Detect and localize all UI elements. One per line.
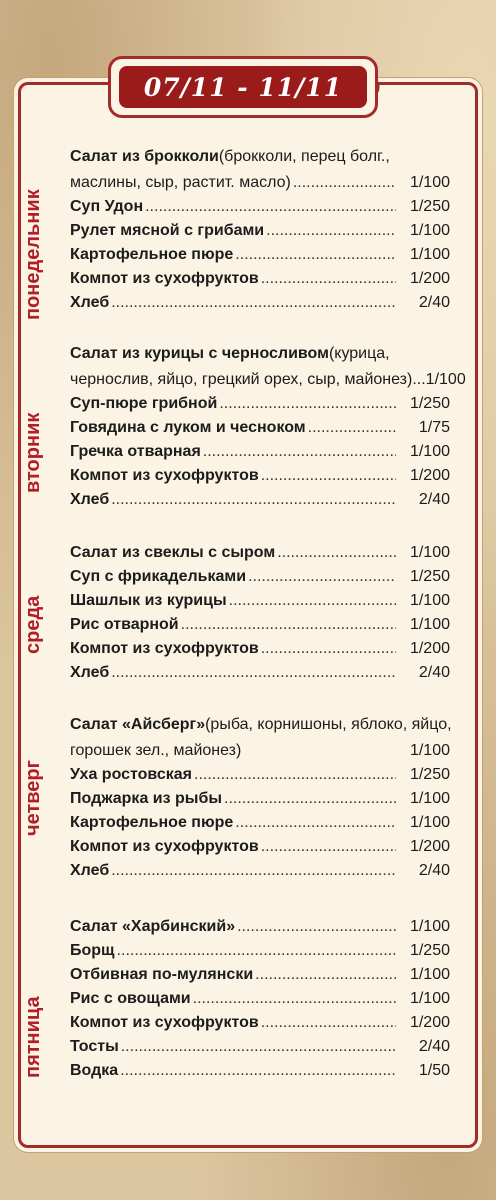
- day-section-tuesday: [22, 345, 466, 520]
- menu-item: Хлеб ..... 2/40: [70, 294, 450, 312]
- menu-item: Гречка отварная ..... 1/100: [70, 443, 450, 461]
- date-banner: [119, 66, 367, 108]
- day-label: четверг: [22, 760, 44, 836]
- menu-item: Рулет мясной с грибами ..... 1/100: [70, 222, 450, 240]
- menu-item: Салат «Харбинский» ..... 1/100: [70, 918, 450, 936]
- menu-item: Шашлык из курицы ..... 1/100: [70, 592, 450, 610]
- day-section-monday: [22, 148, 450, 323]
- menu-item: Хлеб ..... 2/40: [70, 491, 450, 509]
- menu-item: Компот из сухофруктов ..... 1/200: [70, 838, 450, 856]
- menu-item: Хлеб ..... 2/40: [70, 664, 450, 682]
- menu-item: Суп-пюре грибной ..... 1/250: [70, 395, 450, 413]
- menu-item: Картофельное пюре ..... 1/100: [70, 814, 450, 832]
- menu-item: Салат из курицы с черносливом (курица,: [70, 345, 390, 362]
- menu-item: Компот из сухофруктов ..... 1/200: [70, 467, 450, 485]
- menu-item: Отбивная по-мулянски ..... 1/100: [70, 966, 450, 984]
- day-label: вторник: [22, 412, 44, 493]
- day-label: среда: [22, 595, 44, 654]
- menu-item: Поджарка из рыбы ..... 1/100: [70, 790, 450, 808]
- date-header: [108, 56, 378, 118]
- menu-item: Компот из сухофруктов ..... 1/200: [70, 640, 450, 658]
- menu-item: Салат из брокколи (брокколи, перец болг.,: [70, 148, 390, 165]
- day-section-thursday: [22, 716, 452, 891]
- menu-item: Говядина с луком и чесноком ..... 1/75: [70, 419, 450, 437]
- menu-item: Компот из сухофруктов ..... 1/200: [70, 1014, 450, 1032]
- menu-item: Хлеб ..... 2/40: [70, 862, 450, 880]
- menu-item: Тосты ..... 2/40: [70, 1038, 450, 1056]
- menu-item: Картофельное пюре ..... 1/100: [70, 246, 450, 264]
- menu-item: Салат «Айсберг» (рыба, корнишоны, яблоко, яйцо,: [70, 716, 452, 733]
- day-section-wednesday: [22, 544, 450, 694]
- menu-item: Салат из свеклы с сыром ..... 1/100: [70, 544, 450, 562]
- menu-item: Водка ..... 1/50: [70, 1062, 450, 1080]
- menu-item-continuation: чернослив, яйцо, грецкий орех, сыр, майонез)... 1/100: [70, 371, 466, 388]
- day-label: пятница: [22, 996, 44, 1078]
- day-section-friday: [22, 918, 450, 1093]
- menu-item: Компот из сухофруктов ..... 1/200: [70, 270, 450, 288]
- menu-item: Суп с фрикадельками ..... 1/250: [70, 568, 450, 586]
- menu-item: Борщ ..... 1/250: [70, 942, 450, 960]
- menu-item: Уха ростовская ..... 1/250: [70, 766, 450, 784]
- day-label: понедельник: [22, 189, 44, 320]
- menu-item: Рис отварной ..... 1/100: [70, 616, 450, 634]
- menu-item: Суп Удон ..... 1/250: [70, 198, 450, 216]
- date-range: 07/11 - 11/11: [143, 72, 343, 102]
- menu-item-continuation: маслины, сыр, растит. масло) ..... 1/100: [70, 174, 450, 192]
- menu-item-continuation: горошек зел., майонез) 1/100: [70, 742, 450, 759]
- menu-item: Рис с овощами ..... 1/100: [70, 990, 450, 1008]
